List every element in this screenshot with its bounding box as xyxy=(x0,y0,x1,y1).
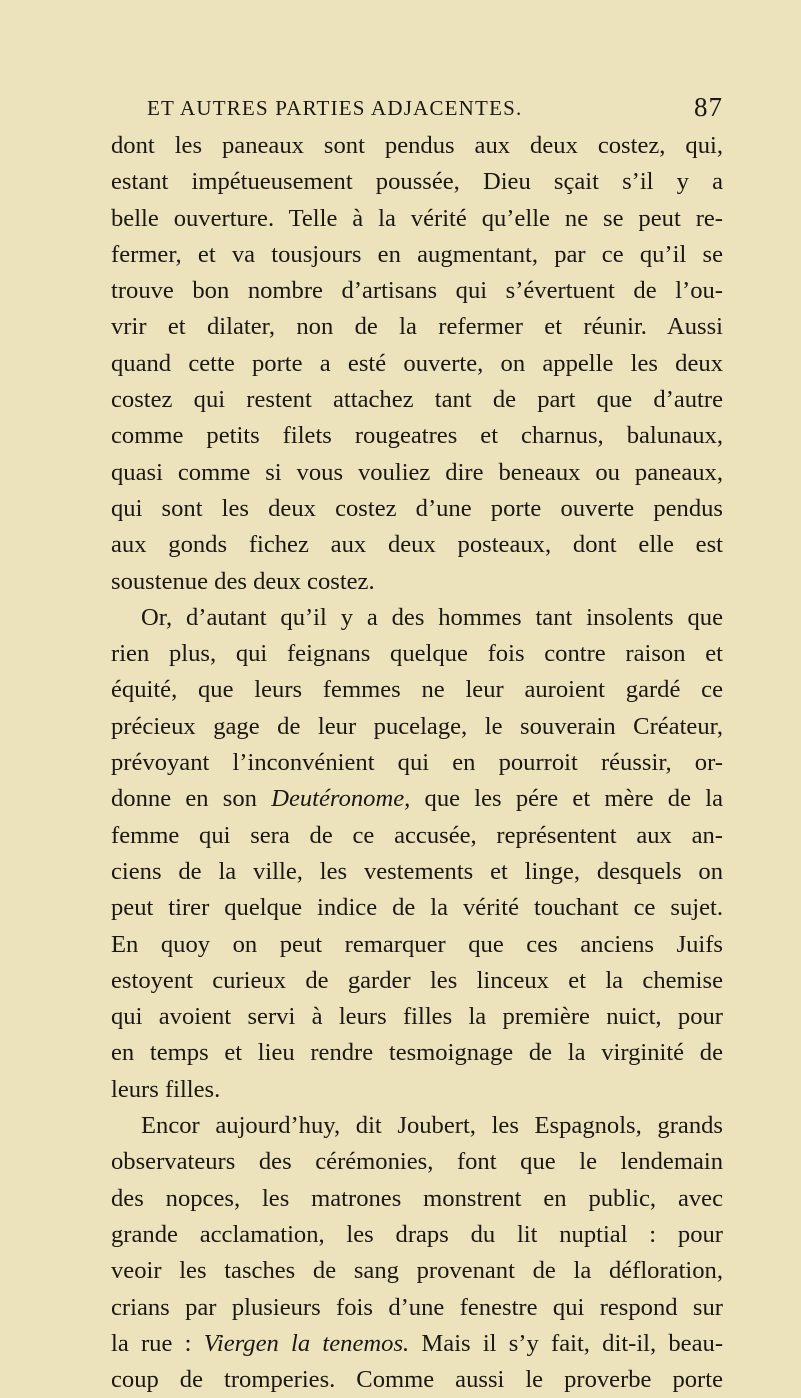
text-line: aux gonds fichez aux deux posteaux, dont elle est xyxy=(111,531,723,559)
text-line-paragraph-start: Or, d’autant qu’il y a des hommes tant insolents que xyxy=(141,603,723,631)
text-line-paragraph-start: Encor aujourd’huy, dit Joubert, les Espagnols, grands xyxy=(141,1112,723,1140)
text-line: quand cette porte a esté ouverte, on appelle les deux xyxy=(111,349,723,377)
text-line: belle ouverture. Telle à la vérité qu’elle ne se peut re- xyxy=(111,204,723,232)
text-line: des nopces, les matrones monstrent en public, avec xyxy=(111,1184,723,1212)
text-line: équité, que leurs femmes ne leur auroient gardé ce xyxy=(111,676,723,704)
text-line-with-italic xyxy=(111,781,723,817)
text-segment: que les pére et mère de la xyxy=(410,785,723,813)
text-line: estoyent curieux de garder les linceux et la chemise xyxy=(111,966,723,994)
text-line-with-italic xyxy=(111,1326,723,1362)
text-line: estant impétueusement poussée, Dieu sçait s’il y a xyxy=(111,168,723,196)
text-line: grande acclamation, les draps du lit nuptial : pour xyxy=(111,1220,723,1248)
text-line: prévoyant l’inconvénient qui en pourroit réussir, or- xyxy=(111,749,723,777)
text-line: fermer, et va tousjours en augmentant, par ce qu’il se xyxy=(111,240,723,268)
text-line: quasi comme si vous vouliez dire beneaux ou paneaux, xyxy=(111,458,723,486)
text-line: dont les paneaux sont pendus aux deux costez, qui, xyxy=(111,132,723,159)
text-line: en temps et lieu rendre tesmoignage de la virginité de xyxy=(111,1039,723,1067)
text-line: veoir les tasches de sang provenant de la défloration, xyxy=(111,1257,723,1285)
text-segment: donne en son xyxy=(111,785,272,813)
page-number: 87 xyxy=(694,92,723,122)
text-line: vrir et dilater, non de la refermer et réunir. Aussi xyxy=(111,313,723,341)
text-line: trouve bon nombre d’artisans qui s’évertuent de l’ou- xyxy=(111,277,723,305)
text-segment: Mais il s’y fait, dit-il, beau- xyxy=(409,1329,724,1357)
text-line: qui sont les deux costez d’une porte ouverte pendus xyxy=(111,494,723,522)
text-line: précieux gage de leur pucelage, le souverain Créateur, xyxy=(111,712,723,740)
text-line: comme petits filets rougeatres et charnus, balunaux, xyxy=(111,422,723,450)
text-line: femme qui sera de ce accusée, représentent aux an- xyxy=(111,821,723,849)
running-title: ET AUTRES PARTIES ADJACENTES. xyxy=(147,96,523,120)
text-line: crians par plusieurs fois d’une fenestre qui respond sur xyxy=(111,1293,723,1321)
running-head xyxy=(147,92,723,128)
text-line: rien plus, qui feignans quelque fois contre raison et xyxy=(111,640,723,668)
italic-title-deuteronome: Deutéronome, xyxy=(271,785,411,813)
text-line: En quoy on peut remarquer que ces anciens Juifs xyxy=(111,930,723,958)
text-line-paragraph-end: leurs filles. xyxy=(111,1075,221,1103)
body-text xyxy=(111,128,723,1398)
text-line: coup de tromperies. Comme aussi le proverbe porte xyxy=(111,1366,723,1394)
italic-quote-spanish: Viergen la tenemos. xyxy=(203,1329,410,1357)
text-line: peut tirer quelque indice de la vérité touchant ce sujet. xyxy=(111,894,723,922)
text-line: ciens de la ville, les vestements et linge, desquels on xyxy=(111,857,723,885)
text-line: costez qui restent attachez tant de part que d’autre xyxy=(111,386,723,414)
text-segment: la rue : xyxy=(111,1329,204,1357)
text-line: qui avoient servi à leurs filles la première nuict, pour xyxy=(111,1003,723,1031)
text-line-paragraph-end: soustenue des deux costez. xyxy=(111,567,375,595)
text-line: observateurs des cérémonies, font que le lendemain xyxy=(111,1148,723,1176)
